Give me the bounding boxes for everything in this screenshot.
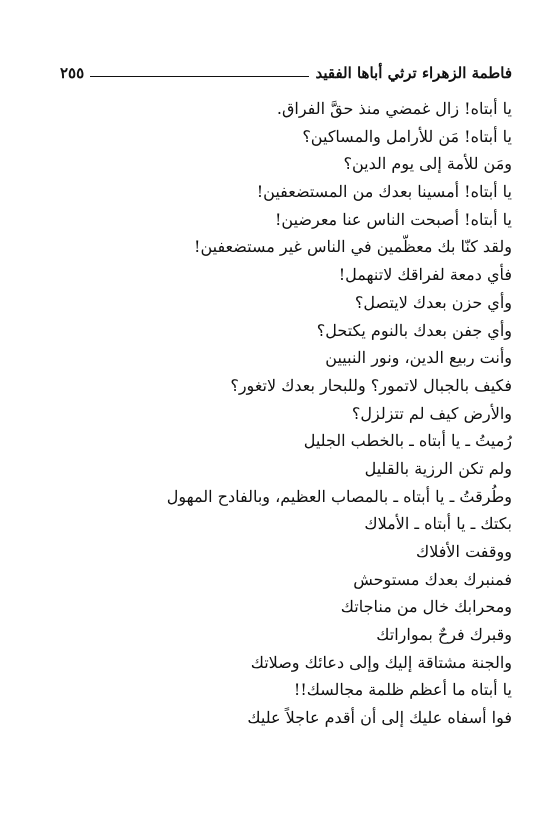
text-line: ولقد كنّا بك معظّمين في الناس غير مستضعفين!	[194, 237, 512, 257]
poem-text	[62, 95, 512, 732]
text-line: فكيف بالجبال لاتمور؟ وللبحار بعدك لاتغور؟	[230, 375, 512, 395]
text-line: ولم تكن الرزية بالقليل	[364, 458, 512, 478]
text-line: ووقفت الأفلاك	[416, 542, 512, 561]
text-line: فوا أسفاه عليك إلى أن أقدم عاجلاً عليك	[247, 708, 512, 728]
text-line: والأرض كيف لم تتزلزل؟	[351, 403, 512, 423]
text-line: والجنة مشتاقة إليك وإلى دعائك وصلاتك	[250, 652, 512, 672]
text-line: وقبرك فرحٌ بمواراتك	[376, 625, 512, 645]
page-number: ٢٥٥	[60, 64, 85, 82]
text-line: ومحرابك خال من مناجاتك	[340, 597, 512, 617]
text-line: يا أبتاه! زال غمضي منذ حقَّ الفراق.	[276, 99, 512, 118]
text-line: فأي دمعة لفراقك لاتنهمل!	[338, 265, 512, 285]
header-rule	[90, 76, 309, 77]
text-line: وطُرقتُ ـ يا أبتاه ـ بالمصاب العظيم، وبالفادح المهول	[166, 486, 512, 506]
text-line: وأي جفن بعدك بالنوم يكتحل؟	[316, 320, 512, 340]
text-line: بكتك ـ يا أبتاه ـ الأملاك	[364, 514, 512, 534]
text-line: يا أبتاه ما أعظم ظلمة مجالسك!!	[293, 680, 512, 700]
text-line: وأنت ربيع الدين، ونور النبيين	[325, 348, 512, 368]
text-line: يا أبتاه! أصبحت الناس عنا معرضين!	[274, 209, 512, 229]
text-line: ومَن للأمة إلى يوم الدين؟	[343, 154, 512, 174]
text-line: رُميتُ ـ يا أبتاه ـ بالخطب الجليل	[303, 431, 512, 451]
text-line: يا أبتاه! مَن للأرامل والمساكين؟	[302, 126, 512, 146]
text-line: وأي حزن بعدك لايتصل؟	[354, 292, 512, 312]
text-line: يا أبتاه! أمسينا بعدك من المستضعفين!	[256, 182, 512, 202]
running-header	[60, 62, 512, 84]
text-line: فمنبرك بعدك مستوحش	[353, 569, 512, 589]
chapter-title: فاطمة الزهراء ترثي أباها الفقيد	[315, 64, 512, 82]
